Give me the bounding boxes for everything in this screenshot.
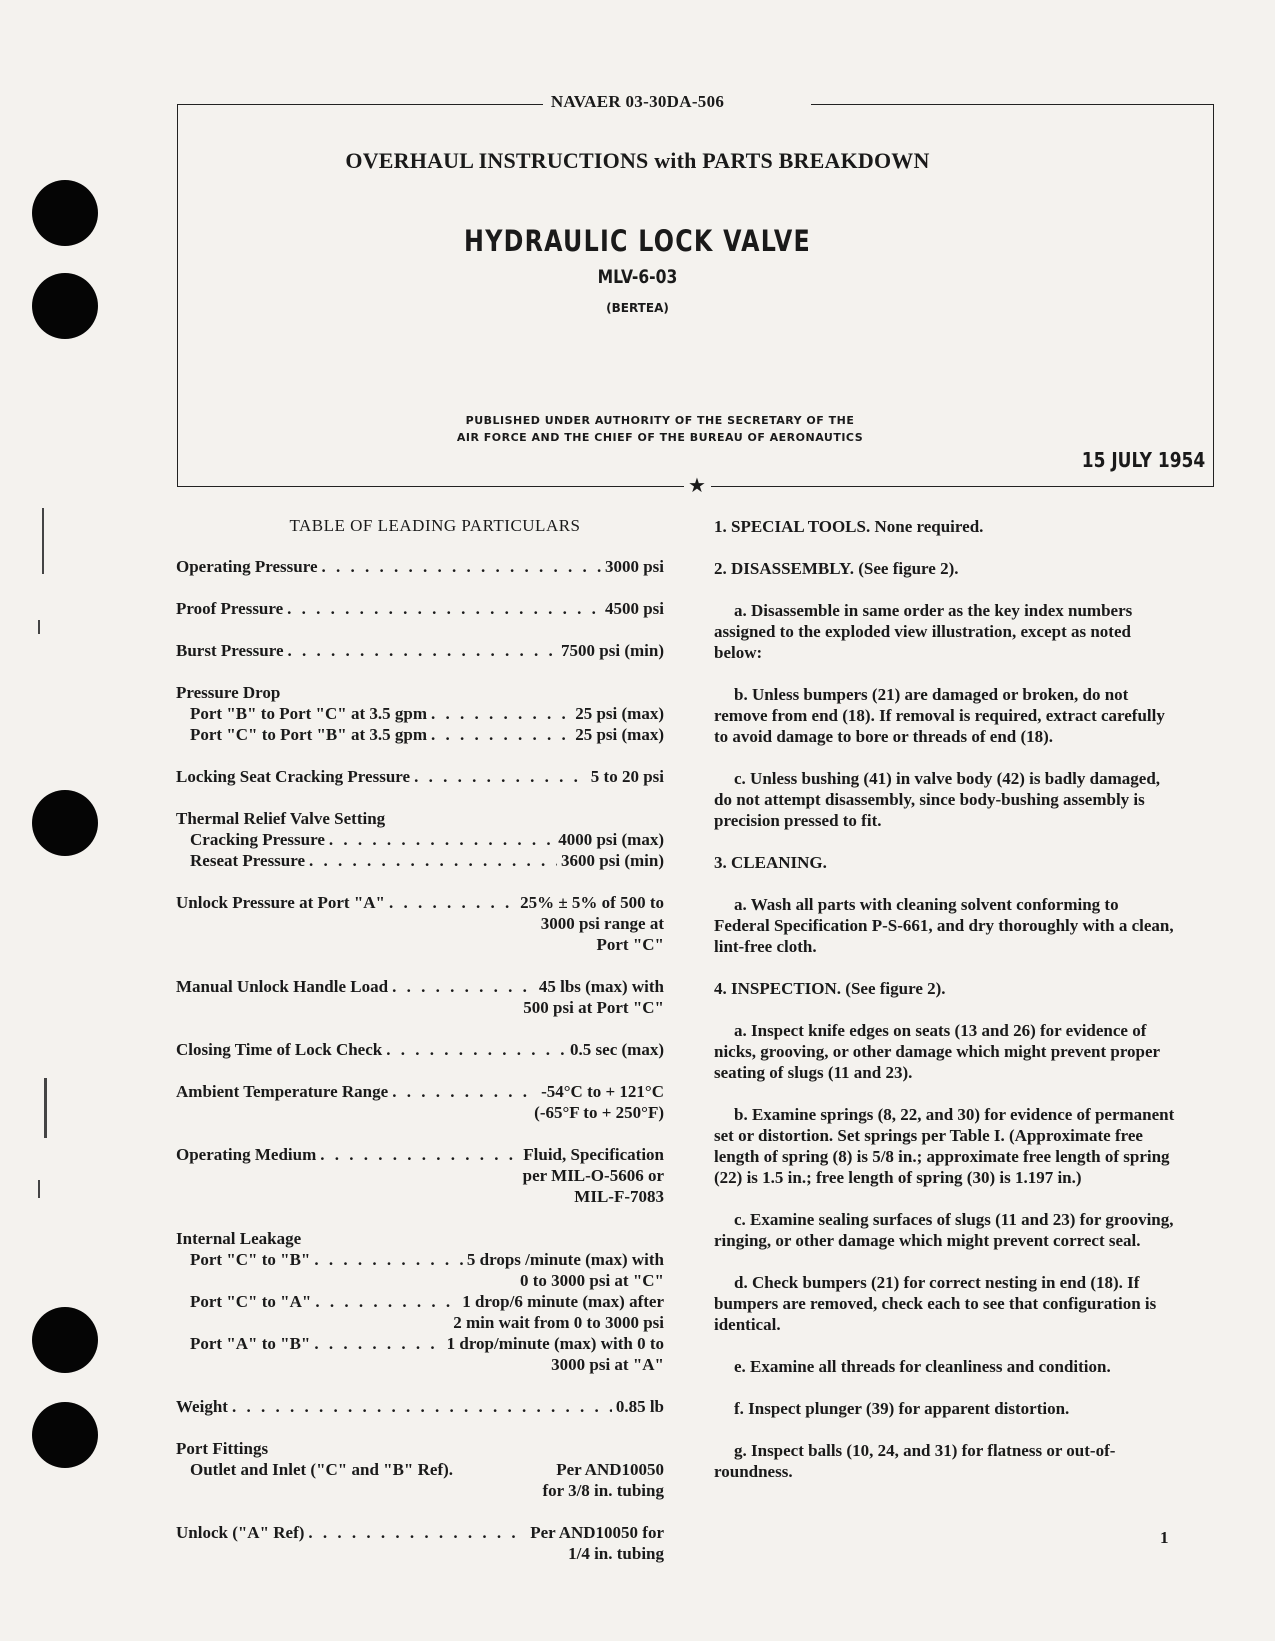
- thermal-relief-valve-setting: Thermal Relief Valve Setting Cracking Pressure . . . 4000 psi (max) Reseat Pressure . . . 3600 psi (min): [176, 808, 664, 871]
- paragraph: g. Inspect balls (10, 24, and 31) for flatness or out-of-roundness.: [714, 1441, 1116, 1481]
- paragraph: e. Examine all threads for cleanliness and condition.: [734, 1357, 1111, 1376]
- binder-hole: [32, 180, 98, 246]
- proof-pressure: Proof Pressure . . . 4500 psi: [176, 598, 664, 619]
- paragraph: c. Examine sealing surfaces of slugs (11 and 23) for grooving, ringing, or other damage which might prevent correct seal.: [714, 1210, 1174, 1250]
- star-divider-icon: ★: [688, 475, 706, 497]
- paragraph: a. Wash all parts with cleaning solvent conforming to Federal Specification P-S-661, and dry thoroughly with a clean, lint-free cloth.: [714, 895, 1174, 956]
- binder-hole: [32, 790, 98, 856]
- scan-mark: [38, 620, 40, 634]
- overhaul-instructions: [714, 516, 1178, 1503]
- paragraph: b. Unless bumpers (21) are damaged or broken, do not remove from end (18). If removal is required, extract carefully to avoid damage to bore or threads of end (18).: [714, 685, 1165, 746]
- unlock-a-ref: Unlock ("A" Ref) . . . Per AND10050 for 1/4 in. tubing: [176, 1522, 664, 1564]
- paragraph: b. Examine springs (8, 22, and 30) for evidence of permanent set or distortion. Set springs per Table I. (Approximate free length of spring (8) is 5/8 in.; approximate free length of spring (22) is 1.5 in.; free length of spring (30) is 1.197 in.): [714, 1105, 1175, 1187]
- manual-unlock-handle-load: Manual Unlock Handle Load . . . 45 lbs (max) with 500 psi at Port "C": [176, 976, 664, 1018]
- paragraph: f. Inspect plunger (39) for apparent distortion.: [734, 1399, 1070, 1418]
- scan-mark: [44, 1078, 47, 1138]
- burst-pressure: Burst Pressure . . . 7500 psi (min): [176, 640, 664, 661]
- paragraph: d. Check bumpers (21) for correct nesting in end (18). If bumpers are removed, check each to see that configuration is identical.: [714, 1273, 1157, 1334]
- publication-date: 15 JULY 1954: [1081, 448, 1205, 472]
- weight: Weight . . . 0.85 lb: [176, 1396, 664, 1417]
- port-fittings: Port Fittings Outlet and Inlet ("C" and "B" Ref). Per AND10050 for 3/8 in. tubing: [176, 1439, 664, 1500]
- model-number: MLV-6-03: [597, 266, 678, 288]
- section-special-tools: 1. SPECIAL TOOLS. None required.: [714, 517, 984, 536]
- internal-leakage: Internal Leakage Port "C" to "B" . . . 5 drops /minute (max) with 0 to 3000 psi at "C" Port "C" to "A" . . . 1 drop/6 minute (max) after 2 min wait from 0 to 3000 psi Port "A" to "B" . . . 1 drop/minute (max) with 0 to 3000 psi at "A": [176, 1228, 664, 1375]
- document-title: HYDRAULIC LOCK VALVE: [464, 224, 811, 258]
- pressure-drop: Pressure Drop Port "B" to Port "C" at 3.5 gpm . . . 25 psi (max) Port "C" to Port "B" at 3.5 gpm . . . 25 psi (max): [176, 682, 664, 745]
- paragraph: a. Disassemble in same order as the key index numbers assigned to the exploded view illustration, except as noted below:: [714, 601, 1133, 662]
- section-inspection: 4. INSPECTION. (See figure 2).: [714, 979, 946, 998]
- authority-statement: PUBLISHED UNDER AUTHORITY OF THE SECRETARY OF THE AIR FORCE AND THE CHIEF OF THE BUREAU OF AERONAUTICS: [456, 414, 864, 444]
- header-bottom-rule: [711, 486, 1214, 487]
- document-id: NAVAER 03-30DA-506: [0, 92, 1275, 112]
- closing-time: Closing Time of Lock Check . . . 0.5 sec (max): [176, 1039, 664, 1060]
- binder-hole: [32, 1402, 98, 1468]
- manufacturer: (BERTEA): [606, 301, 669, 315]
- leading-particulars-table: [176, 516, 664, 1585]
- operating-medium: Operating Medium . . . Fluid, Specification per MIL-O-5606 or MIL-F-7083: [176, 1144, 664, 1207]
- operating-pressure: Operating Pressure . . . 3000 psi: [176, 556, 664, 577]
- ambient-temperature-range: Ambient Temperature Range . . . -54°C to + 121°C (-65°F to + 250°F): [176, 1081, 664, 1123]
- unlock-pressure: Unlock Pressure at Port "A" . . . 25% ± 5% of 500 to 3000 psi range at Port "C": [176, 892, 664, 955]
- locking-seat-cracking-pressure: Locking Seat Cracking Pressure . . . 5 to 20 psi: [176, 766, 664, 787]
- paragraph: c. Unless bushing (41) in valve body (42) is badly damaged, do not attempt disassembly, since body-bushing assembly is precision pressed to fit.: [714, 769, 1161, 830]
- section-cleaning: 3. CLEANING.: [714, 853, 827, 872]
- section-disassembly: 2. DISASSEMBLY. (See figure 2).: [714, 559, 959, 578]
- paragraph: a. Inspect knife edges on seats (13 and 26) for evidence of nicks, grooving, or other damage which might prevent proper seating of slugs (11 and 23).: [714, 1021, 1160, 1082]
- scan-mark: [38, 1180, 40, 1198]
- page-number: 1: [1160, 1528, 1169, 1547]
- header-bottom-rule: [177, 486, 684, 487]
- document-subtitle: OVERHAUL INSTRUCTIONS with PARTS BREAKDOWN: [345, 148, 930, 173]
- binder-hole: [32, 1307, 98, 1373]
- scan-mark: [42, 508, 44, 574]
- table-title: TABLE OF LEADING PARTICULARS: [289, 516, 581, 535]
